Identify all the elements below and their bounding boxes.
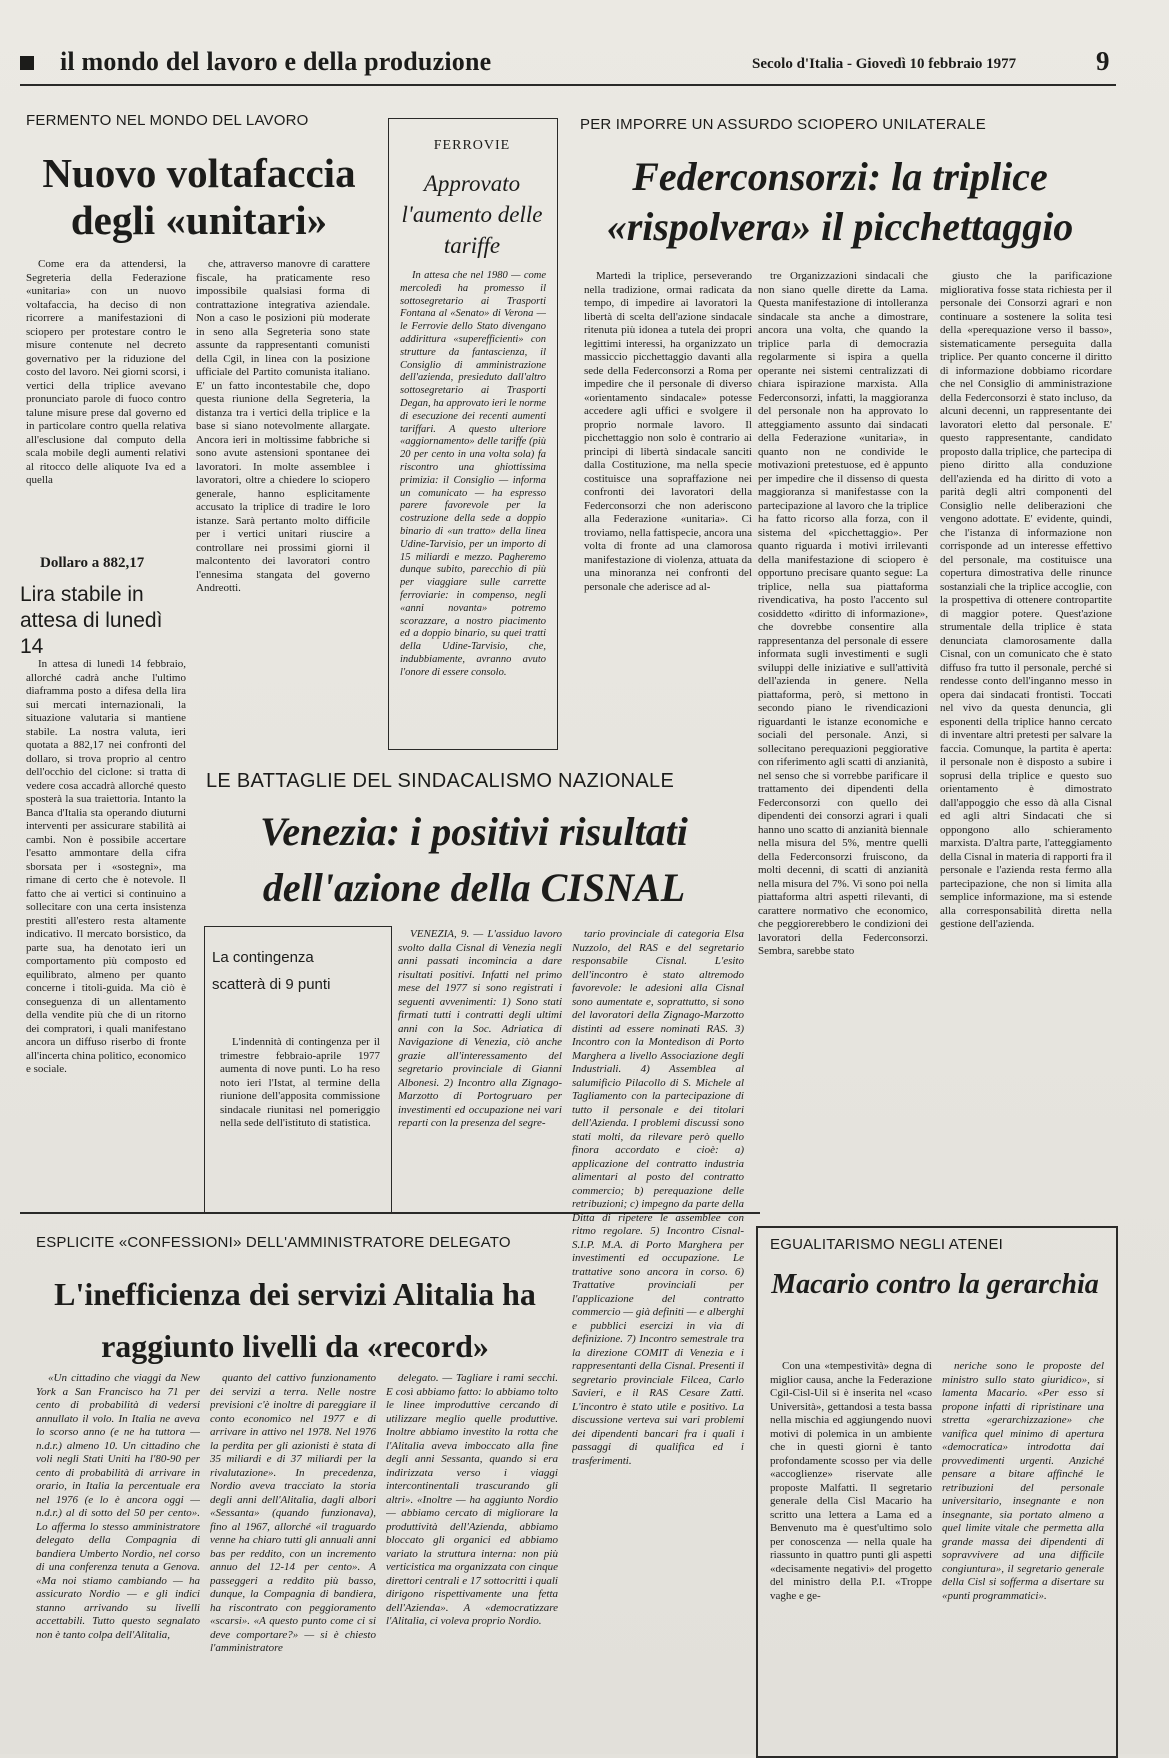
federconsorzi-kicker: PER IMPORRE UN ASSURDO SCIOPERO UNILATERALE xyxy=(580,116,986,133)
cisnal-col1-text: VENEZIA, 9. — L'assiduo lavoro svolto dalla Cisnal di Venezia negli anni passati incomincia a dare risultati positivi. Infatti nel primo mese del 1977 si sono registrati i seguenti avvenimenti: 1) Sono stati firmati tutti i contratti degli ultimi anni con la Soc. Adriatica di Navigazione di Venezia, ciò anche grazie all'interessamento del segretario provinciale di Gianni Albonesi. 2) Incontro alla Zignago-Marzotto di Portogruaro per investimenti ed occupazione nei vari reparti con la presenza del segre- xyxy=(398,928,562,1129)
federconsorzi-col1 xyxy=(584,270,752,750)
contingenza-headline: La contingenza scatterà di 9 punti xyxy=(212,949,331,993)
alitalia-col1-text: «Un cittadino che viaggi da New York a San Francisco ha 71 per cento di probabilità di vedersi annullato il volo. In Italia ne aveva lo scorso anno (e ne ha tuttora — n.d.r.) almeno 10. Un cittadino che voli negli Stati Uniti ha l'80-90 per cento di probabilità di arrivare in orario, in Italia la percentuale era nel 1976 (e lo è ancora oggi — n.d.r.) al di sotto del 50 per cento». Lo afferma lo stesso amministratore delegato della Compagnia di bandiera Umberto Nordio, nel corso di una conferenza tenuta a Genova. «Ma noi stiamo cambiando — ha assicurato Nordio — e gli indici stanno arrivando su livelli accettabili. Tutto questo segnalato non è tanto colpa dell'Alitalia, xyxy=(36,1372,200,1641)
ferrovie-kicker: FERROVIE xyxy=(433,138,511,153)
unitari-col2-text: che, attraverso manovre di carattere fiscale, ha praticamente reso impossibile qualsiasi forma di contrattazione integrativa aziendale. Non a caso le posizioni più moderate in seno alla Segreteria sono state assunte da rappresentanti comunisti della Cgil, in linea con la posizione ufficiale del Partito comunista italiano. E' un fatto incontestabile che, dopo questa riunione della Segreteria, la distanza tra i vertici della triplice e la base si siano notevolmente allargate. Ancora ieri in moltissime fabbriche si sono avute astensioni spontanee dei lavoratori. In molte assemblee i lavoratori, oltre a chiedere lo sciopero generale, hanno esplicitamente accusato la triplice di tradire le loro istanze. Sarà pertanto molto difficile per i vertici unitari riuscire a controllare nei prossimi giorni il malcontento dei lavoratori contro l'ennesima stangata del governo Andreotti. xyxy=(196,258,370,594)
contingenza-body xyxy=(220,1036,380,1206)
federconsorzi-col3 xyxy=(940,270,1112,1214)
publication-date: Secolo d'Italia - Giovedì 10 febbraio 1977 xyxy=(752,56,1017,72)
macario-col2-text: neriche sono le proposte del ministro sullo stato giuridico», si lamenta Macario. «Per esso si propone infatti di ripristinare una stretta «gerarchizzazione» che vanifica quel minimo di apertura «democratica» introdotta dai provvedimenti urgenti. Anziché pensare a bitare affinché le retribuzioni del personale universitario, insegnante e non insegnante, sia portato almeno a quel limite vitale che permetta alla grande massa dei dipendenti di sopravvivere ad una difficile congiuntura», il segretario generale della Cisl si sofferma a disertare su «punti programmatici». xyxy=(942,1360,1104,1602)
unitari-col1 xyxy=(26,258,186,514)
alitalia-col3-text: delegato. — Tagliare i rami secchi. E così abbiamo fatto: lo abbiamo tolto le linee improduttive cercando di utilizzare meglio quelle produttive. Inoltre abbiamo investito la rotta che l'Alitalia aveva imboccato alla fine degli anni Sessanta, quando si era indirizzata verso i viaggi intercontinentali trascurando gli altri». «Inoltre — ha aggiunto Nordio — abbiamo cercato di migliorare la produttività dell'Azienda, abbiamo bloccato gli organici ed abbiamo variato la struttura interna: non più verticistica ma organizzata con cinque direttori centrali e 17 sottocritti i quali dirigono rispettivamente una fetta dell'Azienda». A «democratizzare l'Alitalia, ci voleva proprio Nordio. xyxy=(386,1372,558,1627)
cisnal-col2-text: tario provinciale di categoria Elsa Nuzzolo, del RAS e del segretario responsabile Cisnal. L'esito dell'incontro è stato altremodo favorevole: le adesioni alla Cisnal sono aumentate e, soprattutto, si sono del lavoratori della Zignago-Marzotto distinti ad essere nominati RAS. 3) Incontro con la Montedison di Porto Marghera a livello Associazione degli Industriali. 4) Assemblea al salumificio Pilacollo di S. Michele al Tagliamento con la partecipazione di tutto il personale e dei titolari dell'Azienda. I problemi discussi sono stati molti, da rilevare però quello finora accordato e cioè: a) applicazione del contratto industria alimentari al posto del contratto commercio; b) perequazione delle retribuzioni; c) impegno da parte della Ditta di ripetere le assemblee con ritmo regolare. 5) Incontro Cisnal-S.I.P. M.A. di Porto Marghera per investimenti ed occupazione. Le trattative sono ancora in corso. 6) Trattative provinciali per l'applicazione del contratto commercio — già definiti — e alberghi e pubblici esercizi in via di definizione. 7) Incontro semestrale tra la direzione COMIT di Venezia e i rappresentanti della Cisnal. Presenti il segretario provinciale Filcea, Carlo Savieri, e il RAS Cesare Zatti. L'incontro è stato utile e positivo. La discussione verteva sui vari problemi dei dipendenti bancari fra i quali i passaggi di qualifica ed i trasferimenti. xyxy=(572,928,744,1467)
alitalia-headline: L'inefficienza dei servizi Alitalia ha raggiunto livelli da «record» xyxy=(54,1276,536,1364)
section-title: il mondo del lavoro e della produzione xyxy=(60,47,492,76)
unitari-headline: Nuovo voltafaccia degli «unitari» xyxy=(42,150,356,244)
federconsorzi-col3-text: giusto che la parificazione migliorativa fosse stata richiesta per il personale dei Consorzi agrari e non continuare a sostenere la solita tesi della «perequazione verso il basso», sistematicamente perseguita dalla triplice. Per quanto concerne il diritto di informazione dobbiamo ricordare che nel Consiglio di amministrazione della Federconsorzi è stato incluso, da alcuni decenni, un rappresentante dei lavoratori eletto dal personale. E' questo rappresentante, candidato proposto dalla triplice, che partecipa di pieno diritto alla conduzione dell'azienda ed ha diritto di voto a parità degli altri componenti del Consiglio nelle deliberazioni che vengono adottate. E' evidente, quindi, che l'istanza di informazione non corrisponde ad un interesse effettivo del personale, ma costituisce una copertura dimostrativa delle rinunce sostanziali che la triplice accoglie, con la prospettiva di ottenere contropartite di maggior potere. Quest'azione strumentale della triplice è stata denunciata clamorosamente dalla Cisnal, con un comunicato che è stato diffuso fra tutto il personale, perché si rendesse conto dell'inganno messo in opera dai sindacati frontisti. Toccati nel vivo da questa denuncia, gli esponenti della triplice hanno cercato di inventare altri pretesti per salvare la faccia. Comunque, la partita è aperta: il personale non è disposto a subire i soprusi della triplice e questo suo orientamento è dimostrato dall'appoggio che esso dà alla Cisnal ed agli altri Sindacati che si oppongono allo schieramento marxista. D'altra parte, l'atteggiamento della Cisnal in materia di rapporti fra il personale e l'azienda resta fermo alla partecipazione, che non si limita alla semplice informazione, ma si estende alla corresponsabilità diretta nella gestione dell'azienda. xyxy=(940,270,1112,930)
macario-headline: Macario contro la gerarchia xyxy=(771,1269,1099,1300)
lira-kicker: Dollaro a 882,17 xyxy=(40,555,145,571)
masthead-rule xyxy=(20,84,1116,86)
macario-col1-text: Con una «tempestività» degna di miglior causa, anche la Federazione Cgil-Cisl-Uil si è inserita nel «caso Università», gettandosi a testa bassa nella mischia ed aggiungendo nuovi motivi di polemica in un ambiente che in questi giorni è tanto profondamente scosso per via delle «accoglienze» riservate alle proposte Malfatti. Il segretario generale della Cisl Macario ha scritto una lettera a Lama ed a Benvenuto ma è quest'ultimo solo per conoscenza — nella quale ha riassunto in quattro punti gli aspetti «decisamente negativi» del progetto del ministro della P.I. «Troppe vaghe e ge- xyxy=(770,1360,932,1602)
cisnal-headline: Venezia: i positivi risultati dell'azione della CISNAL xyxy=(260,809,688,910)
cisnal-kicker: LE BATTAGLIE DEL SINDACALISMO NAZIONALE xyxy=(206,770,675,792)
ferrovie-body xyxy=(400,270,546,740)
macario-col1 xyxy=(770,1360,932,1750)
alitalia-col3 xyxy=(386,1372,558,1754)
page-number: 9 xyxy=(1096,46,1110,76)
alitalia-col2 xyxy=(210,1372,376,1754)
ferrovie-headline: Approvato l'aumento delle tariffe xyxy=(401,171,543,258)
macario-kicker: EGUALITARISMO NEGLI ATENEI xyxy=(770,1236,1004,1253)
lira-body-text: In attesa di lunedì 14 febbraio, allorché cadrà anche l'ultimo diaframma posto a difesa della lira sui mercati internazionali, la situazione valutaria si mantiene stabile. La nostra valuta, ieri quotata a 882,17 nei confronti del dollaro, si trova proprio al centro dell'occhio del ciclone: si tratta di vedere cosa accadrà allorché questo sposterà la sua traiettoria. Intanto la Banca d'Italia sta operando diuturni interventi per assicurare stabilità ai cambi. Non è possibile accertare l'esatto ammontare della cifra sborsata per i «sostegni», ma rimane di certo che è notevole. Il fatto che ai vertici si continuino a sollecitare con una certa insistenza prestiti all'estero resta altamente indicativo. Il mercato borsistico, da parte sua, ha denotato ieri un comportamento più composto ed equilibrato, almeno per quanto concerne i titoli-guida. Ma ciò è conseguenza di un allentamento della vendite più che di un ritorno dei compratori, i quali manifestano ancora un diffuso riserbo di fronte all'incerta china politico, economico e sociale. xyxy=(26,658,186,1075)
alitalia-kicker: ESPLICITE «CONFESSIONI» DELL'AMMINISTRATORE DELEGATO xyxy=(36,1234,511,1251)
contingenza-body-text: L'indennità di contingenza per il trimestre febbraio-aprile 1977 aumenta di nove punti. Lo ha reso noto ieri l'Istat, al termine della riunione dell'apposita commissione sindacale riunitasi nel pomeriggio nella sede dell'istituto di statistica. xyxy=(220,1036,380,1129)
federconsorzi-col1-text: Martedì la triplice, perseverando nella tradizione, ormai radicata da tempo, di impedire ai lavoratori la libertà di scelta dell'azione sindacale ritenuta più idonea a tutela dei propri legittimi interessi, ha organizzato un massiccio picchettaggio davanti alla sede della Federconsorzi a Roma per impedire che il personale di diverso «orientamento sindacale» potesse accedere agli uffici e svolgere il proprio normale lavoro. Il picchettaggio non solo è contrario ai principi di libertà sindacale sanciti dalla Costituzione, ma nella specie costituisce una sopraffazione nei confronti dei lavoratori della Federconsorzi che non aderiscono alla Federazione «unitaria». Ci troviamo, nella fattispecie, ancora una volta di fronte ad una clamorosa manifestazione di violenza, attuata da una minoranza nei confronti del personale che aderisce ad al- xyxy=(584,270,752,593)
federconsorzi-headline: Federconsorzi: la triplice «rispolvera» il picchettaggio xyxy=(606,154,1074,249)
bottom-rule xyxy=(20,1212,760,1214)
alitalia-col2-text: quanto del cattivo funzionamento dei servizi a terra. Nelle nostre previsioni c'è inoltre di pareggiare il conto economico nel 1977 e di arrivare in attivo nel 1978. Nel 1976 la perdita per gli azionisti è stata di 35 miliardi e di 37 miliardi per la rivalutazione». In precedenza, Nordio aveva tracciato la storia degli anni dell'Alitalia, dagli albori «Sessanta» (quando funzionava), fino al 1967, allorché «il traguardo venne ha chiaro tutti gli annuali anni bas per reddito, con un incremento annuo del 12-14 per cento». A passeggeri a reddito più basso, dunque, la Compagnia di bandiera, ha riscontrato con peggioramento «scarsi». «A questo punto come ci si deve comportare?» — si è chiesto l'amministratore xyxy=(210,1372,376,1654)
cisnal-col1 xyxy=(398,928,562,1214)
cisnal-col2 xyxy=(572,928,744,1754)
ferrovie-body-text: In attesa che nel 1980 — come mercoledì ha promesso il sottosegretario ai Trasporti Fontana al «Senato» di Verona — le Ferrovie dello Stato divengano addirittura «superefficienti» con strutture da fantascienza, il Consiglio di amministrazione dell'azienda, presieduto dall'altro sottosegretario ai Trasporti Degan, ha approvato ieri le norme di esecuzione dei recenti aumenti tariffari. A questo ulteriore «aggiornamento» delle tariffe (più 20 per cento in una volta sola) fa riscontro una ghiottissima primizia: il Consiglio — informa un comunicato — ha espresso parere favorevole per la costruzione della sede a doppio binario di «un tratto» della linea Udine-Tarvisio, per un importo di 15 miliardi e mezzo. Pagheremo dunque subito, parecchio di più per viaggiare sulle carrette ferroviarie: in compenso, negli «anni novanta» potremo scorazzare, a nostro piacimento ed a doppio binario, su quei tratti della Udine-Tarvisio, che, indubbiamente, avranno avuto l'onore di essere consolo. xyxy=(400,270,546,678)
unitari-col2 xyxy=(196,258,370,740)
lira-headline: Lira stabile in attesa di lunedì 14 xyxy=(20,583,163,658)
masthead-bullet xyxy=(20,56,34,70)
unitari-kicker: FERMENTO NEL MONDO DEL LAVORO xyxy=(26,112,309,129)
macario-col2 xyxy=(942,1360,1104,1750)
alitalia-col1 xyxy=(36,1372,200,1754)
unitari-col1-text: Come era da attendersi, la Segreteria della Federazione «unitaria» con un nuovo voltafaccia, ha deciso di non ricorrere a manifestazioni di sciopero per protestare contro le misure contenute nel decreto governativo per la riduzione del costo del lavoro. Nei giorni scorsi, i vertici della triplice avevano pronunciato parole di fuoco contro talune misure prese dal governo ed in particolare contro quella relativa all'esclusione dal computo della scala mobile degli aumenti relativi al ritocco delle aliquote Iva ed a quella xyxy=(26,258,186,486)
federconsorzi-col2 xyxy=(758,270,928,1214)
lira-body xyxy=(26,658,186,1278)
federconsorzi-col2-text: tre Organizzazioni sindacali che non siano quelle dirette da Lama. Questa manifestazione di intolleranza sindacale sta anche a dimostrare, ancora una volta, che quando la triplice parla di democrazia regolarmente si ispira a quella operante nei sistemi centralizzati di chiara ispirazione marxista. Alla Federconsorzi, infatti, la maggioranza del personale non ha approvato lo atteggiamento assunto dai sindacati della Federazione «unitaria», in quanto non ne condivide le motivazioni pretestuose, ed è appunto per impedire che il dissenso di questa maggioranza si manifestasse con la partecipazione al lavoro che la triplice ha fatto ricorso alla forza, con il sistema del «picchettaggio». Per quanto riguarda i motivi irrilevanti della manifestazione di sciopero è opportuno precisare quanto segue: La triplice, nella sua piattaforma rivendicativa, ha posto l'accento sul cosiddetto «diritto di informazione», che dovrebbe consentire alla rappresentanza del personale di essere informata sugli investimenti e sugli sviluppi delle iniziative e sull'attività dell'azienda in genere. Nella piattaforma, però, si mettono in secondo piano le rivendicazioni riguardanti le istanze economiche e sociali del personale. Anzi, si sollecitano perequazioni peggiorative con riferimento agli scatti di anzianità, nel senso che si vorrebbe parificare il trattamento dei dipendenti della Federconsorzi con quello dei dipendenti dei consorzi agrari i quali hanno uno scatto di anzianità biennale nella misura del 5%, mentre quelli della Federconsorzi fruiscono, da molti decenni, di scatti di anzianità nella misura del 7%. Vi sono poi nella piattaforma altri aspetti rilevanti, di carattere normativo che economico, che peggiorerebbero le condizioni dei lavoratori della Federconsorzi. Sembra, sarebbe stato xyxy=(758,270,928,957)
